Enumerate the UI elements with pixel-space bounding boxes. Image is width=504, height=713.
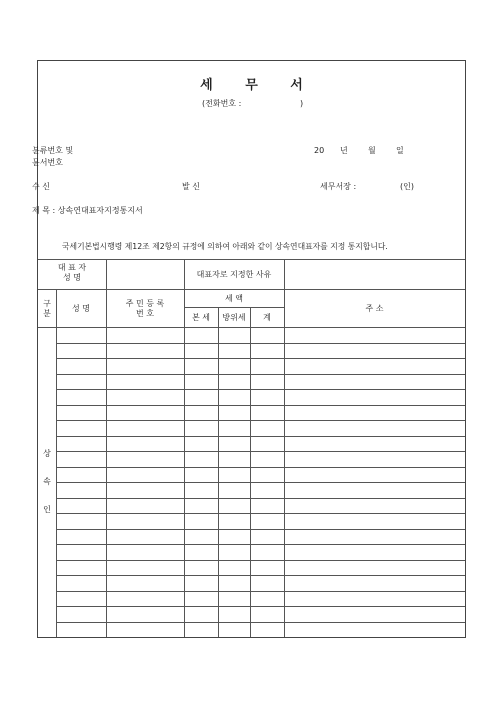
heir-label-3: 인 [43, 505, 51, 514]
col-tax-total [284, 289, 285, 637]
table-header-bottom [38, 327, 465, 328]
resident-no-header-1: 주 민 등 록 [125, 299, 165, 308]
resident-no-header [106, 299, 184, 320]
table-top-line [38, 259, 465, 260]
table-row [56, 420, 465, 421]
tax-surcharge-header: 방위세 [222, 313, 246, 322]
rep-name-header [38, 263, 106, 284]
notice-form [32, 60, 466, 638]
table-row [56, 575, 465, 576]
table-row [56, 544, 465, 545]
tax-header: 세 액 [225, 294, 243, 303]
resident-no-header-2: 번 호 [136, 309, 154, 319]
sender-label: 발 신 [182, 182, 200, 191]
rep-name-header-1: 대 표 자 [57, 263, 87, 272]
table-row [56, 374, 465, 375]
name-header: 성 명 [72, 304, 90, 313]
date-day-unit: 일 [396, 146, 404, 155]
classification-label-1: 분류번호 및 [32, 146, 74, 155]
phone-label: (전화번호 : [202, 99, 242, 108]
rep-divider-3 [284, 259, 285, 289]
recipient-label: 수 신 [32, 182, 50, 191]
table-row [56, 405, 465, 406]
heir-label-2: 속 [43, 477, 51, 486]
classification-label-2: 문서번호 [32, 158, 63, 167]
tax-main-header: 본 세 [192, 313, 210, 322]
rep-divider-1 [106, 259, 107, 289]
col-name [106, 289, 107, 637]
tax-total-header: 계 [263, 313, 271, 322]
table-row [56, 358, 465, 359]
table-row [56, 451, 465, 452]
heir-table [38, 259, 465, 637]
rep-name-header-2: 성 명 [63, 273, 81, 283]
phone-close: ) [300, 99, 304, 108]
notice-body: 국세기본법시행령 제12조 제2항의 규정에 의하여 아래와 같이 상속연대표자를 지정 통지합니다. [62, 242, 388, 251]
date-month-unit: 월 [368, 146, 376, 155]
category-header [38, 299, 56, 320]
table-row [56, 343, 465, 344]
seal-label: (인) [400, 182, 414, 191]
table-row [56, 606, 465, 607]
director-label: 세무서장 : [320, 182, 357, 191]
table-row [56, 482, 465, 483]
date-year: 20 [314, 146, 325, 155]
table-row [56, 467, 465, 468]
document-title: 세 무 서 [200, 78, 317, 93]
date-year-unit: 년 [340, 146, 348, 155]
category-header-1: 구 [43, 299, 51, 308]
table-row [56, 529, 465, 530]
subject-line: 제 목 : 상속연대표자지정통지서 [32, 206, 143, 215]
col-tax-main [218, 307, 219, 637]
table-row [56, 498, 465, 499]
col-tax-surcharge [250, 307, 251, 637]
address-header: 주 소 [365, 304, 384, 313]
table-row [56, 436, 465, 437]
heir-label-1: 상 [43, 449, 51, 458]
table-row [56, 389, 465, 390]
col-category [56, 289, 57, 637]
category-header-2: 분 [43, 309, 51, 319]
table-row [56, 513, 465, 514]
rep-reason-header: 대표자로 지정한 사유 [196, 270, 272, 279]
table-row [56, 622, 465, 623]
table-row [56, 591, 465, 592]
tax-sub-line [184, 307, 284, 308]
col-resident [184, 289, 185, 637]
table-row [56, 560, 465, 561]
table-rep-line [38, 289, 465, 290]
